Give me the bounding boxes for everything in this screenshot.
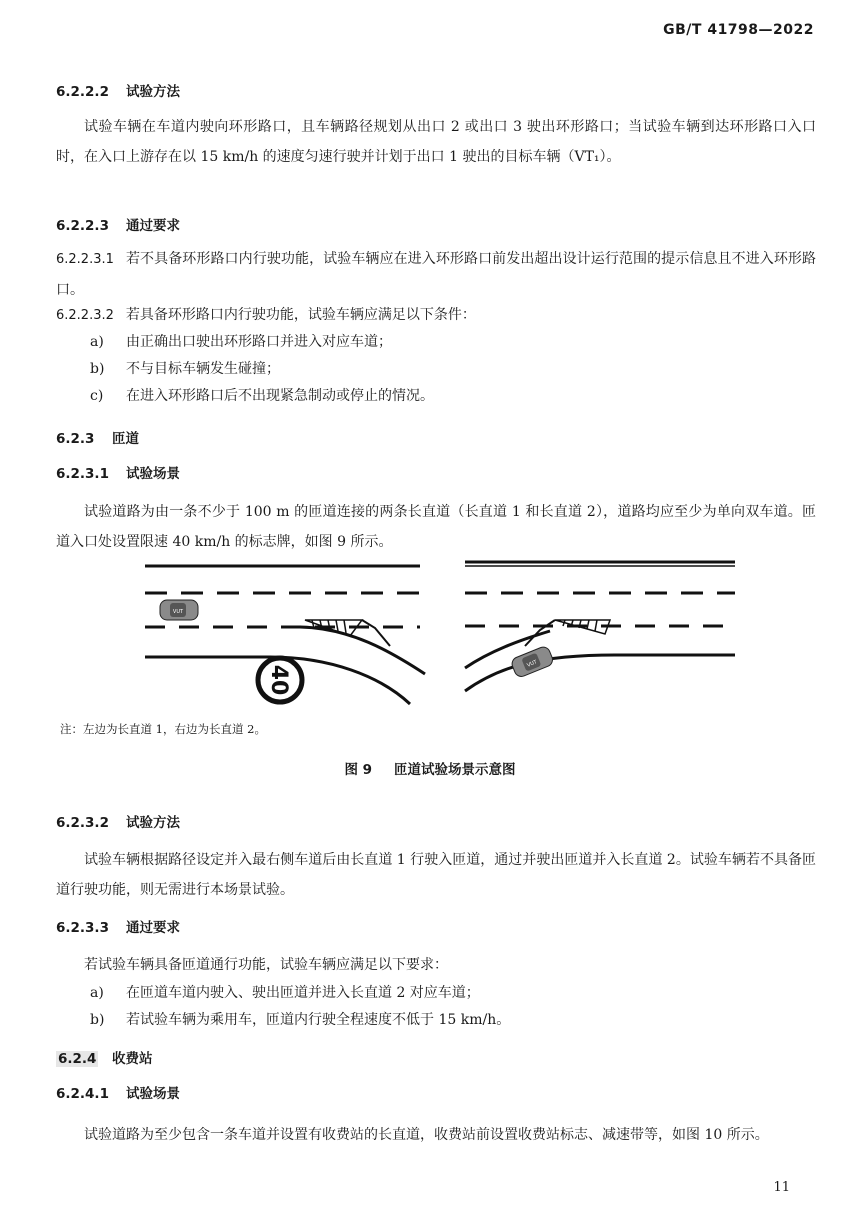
list-item — [90, 1007, 810, 1033]
clause-6-2-2-3-2 — [56, 300, 816, 331]
paragraph-toll-station-scenario: 试验道路为至少包含一条车道并设置有收费站的长直道，收费站前设置收费站标志、减速带等，如图 10 所示。 — [84, 1127, 769, 1143]
paragraph-ramp-method: 试验车辆根据路径设定并入最右侧车道后由长直道 1 行驶入匝道，通过并驶出匝道并入长直道 2。试验车辆若不具备匝道行驶功能，则无需进行本场景试验。 — [56, 852, 816, 898]
section-number: 6.2.2.3 — [56, 218, 109, 234]
long-straight-1 — [145, 566, 425, 704]
section-heading-6-2-4 — [56, 1047, 153, 1067]
vehicle-label: VUT — [172, 609, 184, 615]
paragraph-roundabout-method: 试验车辆在车道内驶向环形路口，且车辆路径规划从出口 2 或出口 3 驶出环形路口；当试验车辆到达环形路口入口时，在入口上游存在以 15 km/h 的速度匀速行驶并计划于出口 1 驶出的目标车辆（VT₁）。 — [56, 119, 816, 165]
paragraph-ramp-requirements: 若试验车辆具备匝道通行功能，试验车辆应满足以下要求： — [84, 957, 448, 973]
figure-title: 匝道试验场景示意图 — [394, 762, 516, 778]
section-heading-6-2-2-2 — [56, 80, 180, 100]
list-item — [90, 383, 810, 409]
list-text: 若试验车辆为乘用车，匝道内行驶全程速度不低于 15 km/h。 — [126, 1012, 511, 1028]
vehicle-under-test-right — [510, 645, 555, 679]
long-straight-2 — [465, 562, 735, 691]
section-number: 6.2.2.2 — [56, 84, 109, 100]
figure-note: 注：左边为长直道 1，右边为长直道 2。 — [60, 722, 266, 736]
ramp-edge-curve — [300, 627, 425, 674]
list-marker: a) — [90, 334, 104, 350]
paragraph-ramp-scenario: 试验道路为由一条不少于 100 m 的匝道连接的两条长直道（长直道 1 和长直道 2），道路均应至少为单向双车道。匝道入口处设置限速 40 km/h 的标志牌，如图 9 所示。 — [56, 504, 816, 550]
section-heading-6-2-4-1 — [56, 1082, 180, 1102]
list-text: 不与目标车辆发生碰撞； — [126, 361, 280, 377]
vehicle-label: VUT — [526, 659, 538, 669]
list-marker: b) — [90, 1012, 105, 1028]
section-number: 6.2.3.2 — [56, 815, 109, 831]
speed-limit-value: 40 — [266, 664, 291, 696]
section-number: 6.2.4.1 — [56, 1086, 109, 1102]
section-title: 试验场景 — [126, 1086, 180, 1102]
section-title: 通过要求 — [126, 218, 180, 234]
ramp-scenario-figure — [140, 556, 740, 716]
section-heading-6-2-3-1 — [56, 462, 180, 482]
section-title: 试验方法 — [126, 815, 180, 831]
list-text: 在进入环形路口后不出现紧急制动或停止的情况。 — [126, 388, 434, 404]
clause-text: 若不具备环形路口内行驶功能，试验车辆应在进入环形路口前发出超出设计运行范围的提示信息且不进入环形路口。 — [56, 251, 816, 298]
clause-number: 6.2.2.3.1 — [56, 252, 114, 267]
section-title: 收费站 — [112, 1051, 153, 1067]
section-title: 试验场景 — [126, 466, 180, 482]
figure-number: 图 9 — [344, 762, 373, 778]
page-number: 11 — [773, 1180, 790, 1195]
vehicle-under-test-left — [160, 600, 198, 620]
clause-text: 若具备环形路口内行驶功能，试验车辆应满足以下条件： — [125, 307, 476, 323]
section-number: 6.2.3.3 — [56, 920, 109, 936]
section-title: 通过要求 — [126, 920, 180, 936]
list-marker: b) — [90, 361, 105, 377]
section-heading-6-2-3 — [56, 427, 139, 447]
section-number — [56, 1051, 112, 1067]
section-number: 6.2.3.1 — [56, 466, 109, 482]
section-title: 匝道 — [112, 431, 139, 447]
list-text: 由正确出口驶出环形路口并进入对应车道； — [126, 334, 392, 350]
standard-code: GB/T 41798—2022 — [663, 22, 814, 38]
speed-limit-sign — [258, 658, 302, 702]
clause-6-2-2-3-1 — [56, 244, 816, 305]
figure-caption — [0, 758, 860, 778]
list-marker: a) — [90, 985, 104, 1001]
list-item — [90, 329, 810, 355]
list-item — [90, 356, 810, 382]
section-heading-6-2-2-3 — [56, 214, 180, 234]
list-marker: c) — [90, 388, 104, 404]
list-text: 在匝道车道内驶入、驶出匝道并进入长直道 2 对应车道； — [126, 985, 480, 1001]
clause-number: 6.2.2.3.2 — [56, 308, 114, 323]
list-item — [90, 980, 810, 1006]
section-number-highlight: 6.2.4 — [58, 1051, 97, 1067]
section-heading-6-2-3-3 — [56, 916, 180, 936]
section-heading-6-2-3-2 — [56, 811, 180, 831]
section-title: 试验方法 — [126, 84, 180, 100]
section-number: 6.2.3 — [56, 431, 95, 447]
